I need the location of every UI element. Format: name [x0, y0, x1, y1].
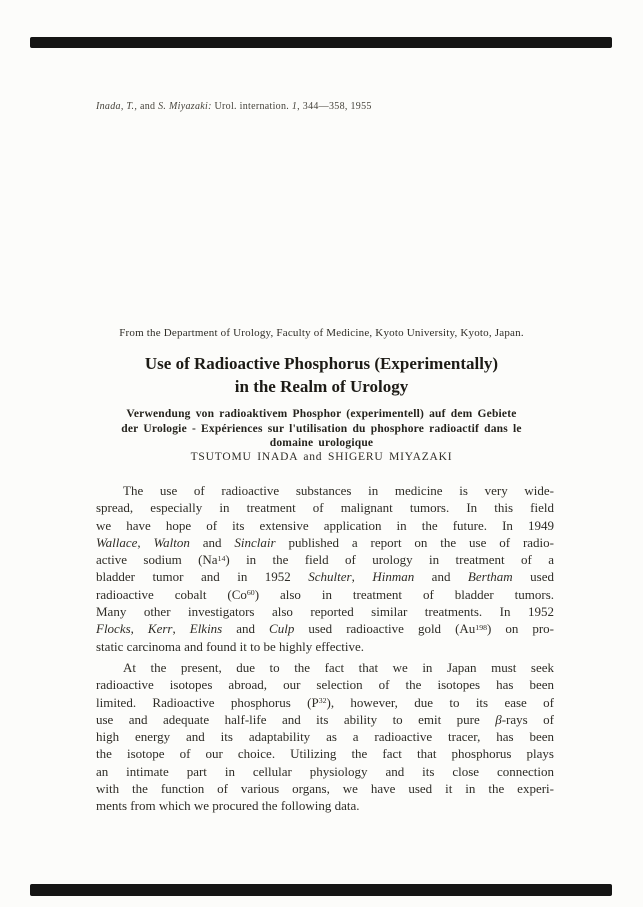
body-line — [96, 797, 554, 814]
text-run: and — [137, 101, 159, 112]
body-line — [96, 586, 554, 603]
article-title-line-1: Use of Radioactive Phosphorus (Experimentally) — [144, 354, 499, 373]
body-line — [96, 745, 554, 762]
text-run: , — [172, 621, 190, 637]
italic-text-run: Culp — [269, 621, 295, 637]
text-run: use and adequate half-life and its ability to emit pure — [96, 711, 496, 727]
text-run: we have hope of its extensive application in the future. In 1949 — [96, 517, 554, 533]
body-line — [96, 568, 554, 585]
text-run: published a report on the use of radio- — [275, 534, 554, 550]
italic-text-run: Sinclair — [234, 534, 276, 550]
text-run: ) on pro- — [487, 621, 555, 637]
text-run: The use of radioactive substances in medicine is very wide- — [123, 483, 554, 498]
body-line — [96, 676, 554, 693]
text-run: Many other investigators also reported similar treatments. In 1952 — [96, 604, 554, 620]
body-line — [96, 659, 554, 676]
text-run: spread, especially in treatment of malignant tumors. In this field — [96, 500, 554, 516]
text-run: an intimate part in cellular physiology and its close connection — [96, 763, 554, 779]
text-run: used radioactive gold (Au — [294, 621, 476, 637]
text-run: limited. Radioactive phosphorus (P — [96, 694, 319, 710]
authors-line: TSUTOMU INADA and SHIGERU MIYAZAKI — [190, 451, 453, 463]
text-run: and — [222, 621, 270, 637]
text-run: bladder tumor and in 1952 — [96, 569, 309, 585]
text-run: , — [351, 569, 373, 585]
article-body — [96, 482, 554, 815]
text-run: with the function of various organs, we have used it in the experi- — [96, 781, 554, 797]
body-line — [96, 499, 554, 516]
text-run: Urol. internation. — [211, 101, 292, 112]
scan-artifact-bar-bottom — [30, 884, 612, 896]
text-run: high energy and its adaptability as a radioactive tracer, has been — [96, 729, 554, 745]
italic-text-run: Walton — [153, 534, 190, 550]
italic-text-run: Wallace — [96, 534, 138, 550]
text-run: ), however, due to its ease of — [326, 694, 554, 710]
isotope-superscript: 60 — [246, 588, 255, 598]
text-run: the isotope of our choice. Utilizing the fact that phosphorus plays — [96, 746, 554, 762]
text-run: -rays of — [501, 711, 554, 727]
italic-text-run: Kerr — [147, 621, 173, 637]
article-title — [0, 352, 643, 398]
body-line — [96, 711, 554, 728]
body-line — [96, 728, 554, 745]
isotope-superscript: 32 — [318, 696, 327, 706]
text-run: used — [512, 569, 554, 585]
journal-citation — [96, 101, 372, 112]
subtitle-line-3: domaine urologique — [269, 437, 374, 449]
body-line — [96, 482, 554, 499]
italic-text-run: Bertham — [467, 569, 513, 585]
paragraph — [96, 482, 554, 655]
text-run: ) in the field of urology in treatment of a — [225, 552, 554, 568]
italic-text-run: 1 — [291, 101, 298, 112]
body-line — [96, 763, 554, 780]
subtitle-line-2: der Urologie - Expériences sur l'utilisation du phosphore radioactif dans le — [121, 422, 522, 435]
body-line — [96, 551, 554, 568]
text-run: , — [137, 534, 154, 550]
body-line — [96, 534, 554, 551]
isotope-superscript: 14 — [217, 553, 226, 563]
scan-artifact-bar-top — [30, 37, 612, 48]
text-run: ments from which we procured the following data. — [96, 798, 360, 814]
italic-text-run: Flocks — [96, 621, 131, 637]
affiliation-line: From the Department of Urology, Faculty of Medicine, Kyoto University, Kyoto, Japan. — [119, 327, 524, 339]
body-line — [96, 694, 554, 711]
italic-text-run: S. Miyazaki: — [158, 101, 212, 112]
article-subtitle-multilingual — [0, 407, 643, 451]
italic-text-run: Schulter — [308, 569, 352, 585]
isotope-superscript: 198 — [475, 622, 487, 632]
body-line — [96, 620, 554, 637]
body-line — [96, 780, 554, 797]
text-run: and — [189, 534, 235, 550]
text-run: radioactive isotopes abroad, our selection of the isotopes has been — [96, 677, 554, 693]
text-run: and — [414, 569, 468, 585]
body-line — [96, 638, 554, 655]
text-run: At the present, due to the fact that we in Japan must seek — [123, 659, 554, 675]
body-line — [96, 517, 554, 534]
subtitle-line-1: Verwendung von radioaktivem Phosphor (experimentell) auf dem Gebiete — [126, 408, 517, 420]
text-run: ) also in treatment of bladder tumors. — [254, 586, 555, 602]
text-run: active sodium (Na — [96, 552, 218, 568]
text-run: , — [130, 621, 148, 637]
body-line — [96, 603, 554, 620]
article-title-line-2: in the Realm of Urology — [234, 377, 409, 396]
italic-text-run: Hinman — [372, 569, 415, 585]
paragraph — [96, 659, 554, 815]
italic-text-run: β — [495, 711, 502, 727]
text-run: radioactive cobalt (Co — [96, 586, 247, 602]
italic-text-run: Inada, T., — [96, 101, 138, 112]
text-run: , 344—358, 1955 — [297, 101, 372, 112]
text-run: static carcinoma and found it to be highly effective. — [96, 638, 364, 654]
italic-text-run: Elkins — [189, 621, 223, 637]
